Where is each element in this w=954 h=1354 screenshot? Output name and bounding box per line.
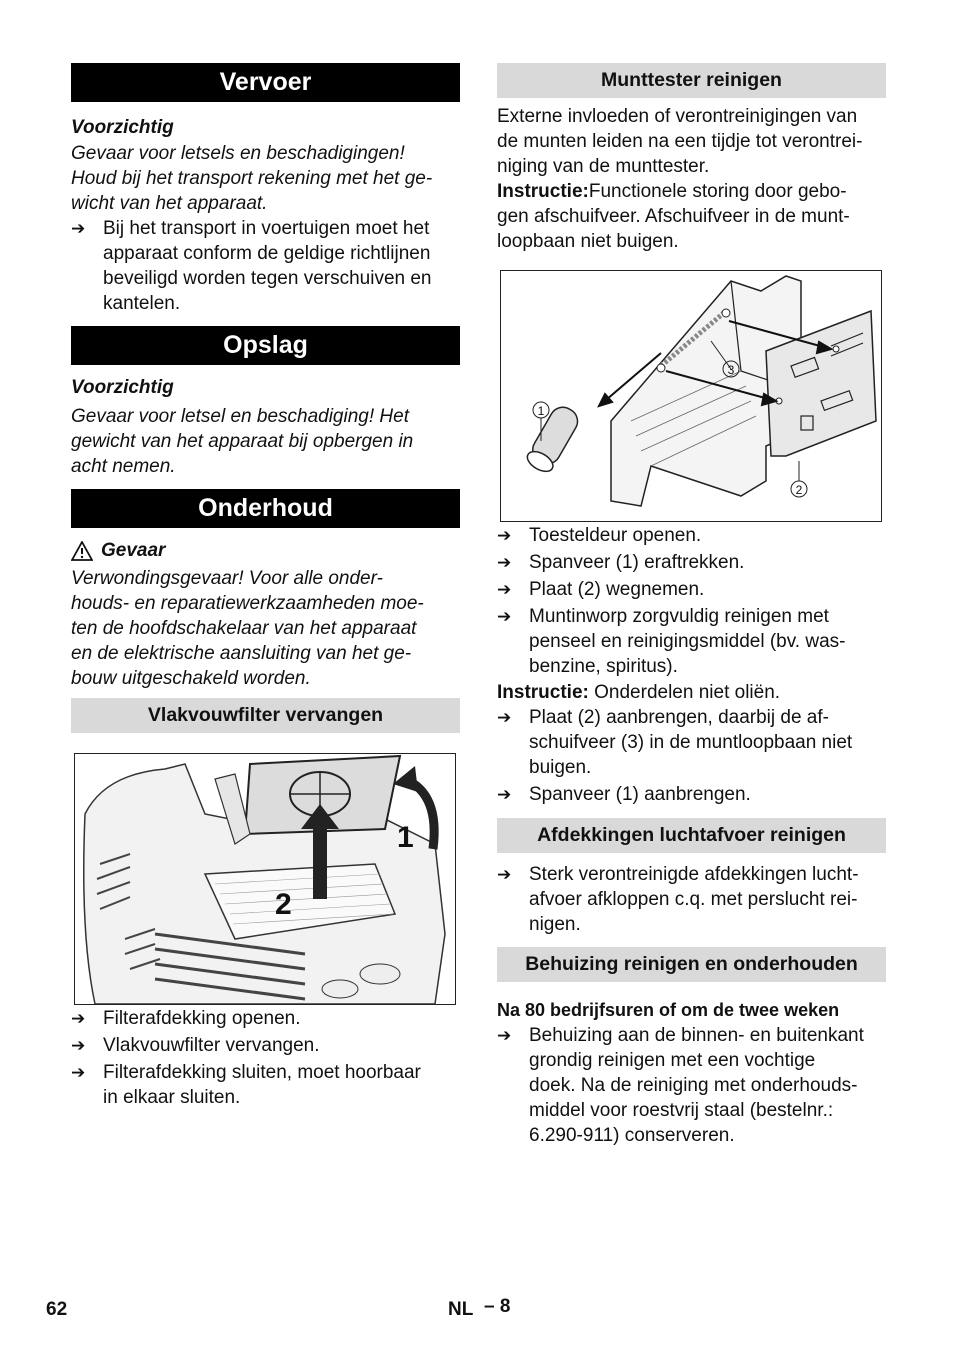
heading-vlakvouwfilter: Vlakvouwfilter vervangen [71, 698, 460, 733]
bullet-item [497, 862, 886, 937]
bullet-text: Plaat (2) wegnemen. [529, 579, 705, 600]
danger-title-row [71, 538, 460, 563]
arrow-right-icon: ➔ [497, 785, 512, 804]
text-line: niging van de munttester. [497, 156, 710, 177]
text-line: apparaat conform de geldige richtlijnen [103, 243, 431, 264]
warning-triangle-icon [71, 541, 93, 561]
left-column [71, 63, 460, 1110]
arrow-right-icon: ➔ [497, 553, 512, 572]
bullet-item [71, 1033, 460, 1058]
language-code: NL [448, 1299, 474, 1320]
instruction-paragraph [497, 179, 886, 204]
bullet-item [497, 523, 886, 548]
text-line: en de elektrische aansluiting van het ge- [71, 643, 412, 664]
text-line: Gevaar voor letsel en beschadiging! Het [71, 406, 409, 427]
text-line: Sterk verontreinigde afdekkingen lucht- [529, 864, 859, 885]
arrow-right-icon: ➔ [497, 526, 512, 545]
caution-title: Voorzichtig [71, 117, 174, 138]
text-line: loopbaan niet buigen. [497, 231, 679, 252]
right-column [497, 63, 886, 1148]
bullet-item [497, 604, 886, 679]
bullet-text: Filterafdekking openen. [103, 1008, 301, 1029]
bullet-item [497, 550, 886, 575]
bullet-item [71, 216, 460, 316]
text-line: Behuizing aan de binnen- en buitenkant [529, 1025, 864, 1046]
text-line: schuifveer (3) in de muntloopbaan niet [529, 732, 853, 753]
text-line: Externe invloeden of verontreinigingen van [497, 106, 858, 127]
arrow-right-icon: ➔ [497, 580, 512, 599]
text-line: middel voor roestvrij staal (bestelnr.: [529, 1100, 834, 1121]
bullet-item [497, 705, 886, 780]
heading-vervoer: Vervoer [71, 63, 460, 102]
instruction-text: Onderdelen niet oliën. [588, 682, 781, 703]
text-line: gewicht van het apparaat bij opbergen in [71, 431, 414, 452]
text-line: beveiligd worden tegen verschuiven en [103, 268, 432, 289]
text-line: wicht van het apparaat. [71, 193, 268, 214]
text-line: doek. Na de reiniging met onderhouds- [529, 1075, 858, 1096]
arrow-right-icon: ➔ [497, 1026, 512, 1045]
arrow-right-icon: ➔ [71, 1063, 86, 1082]
heading-munttester: Munttester reinigen [497, 63, 886, 98]
heading-behuizing: Behuizing reinigen en onderhouden [497, 947, 886, 982]
filter-replacement-figure [74, 753, 456, 1005]
callout-1: 1 [537, 404, 545, 418]
text-line: Gevaar voor letsels en beschadigingen! [71, 143, 405, 164]
caution-text [71, 404, 460, 479]
bullet-item [497, 1023, 886, 1148]
heading-onderhoud: Onderhoud [71, 489, 460, 528]
text-line: Verwondingsgevaar! Voor alle onder- [71, 568, 383, 589]
arrow-right-icon: ➔ [497, 708, 512, 727]
bullet-item [71, 1006, 460, 1031]
arrow-right-icon: ➔ [71, 1036, 86, 1055]
text-line: Functionele storing door gebo- [588, 181, 847, 202]
text-line: Bij het transport in voertuigen moet het [103, 218, 430, 239]
caution-text [71, 141, 460, 216]
text-line: grondig reinigen met een vochtige [529, 1050, 816, 1071]
callout-2: 2 [795, 483, 803, 497]
text-line: 6.290-911) conserveren. [529, 1125, 735, 1146]
bullet-text: Vlakvouwfilter vervangen. [103, 1035, 320, 1056]
text-line: acht nemen. [71, 456, 176, 477]
text-line: Filterafdekking sluiten, moet hoorbaar [103, 1062, 421, 1083]
text-line: in elkaar sluiten. [103, 1087, 241, 1108]
text-line: benzine, spiritus). [529, 656, 678, 677]
vacuum-illustration [75, 754, 455, 1004]
heading-luchtafvoer: Afdekkingen luchtafvoer reinigen [497, 818, 886, 853]
heading-opslag: Opslag [71, 326, 460, 365]
danger-text [71, 566, 460, 691]
caution-title: Voorzichtig [71, 377, 174, 398]
text-line: houds- en reparatiewerkzaamheden moe- [71, 593, 424, 614]
danger-title: Gevaar [101, 540, 166, 561]
instruction-label: Instructie: [497, 181, 589, 202]
figure-label-1: 1 [397, 821, 414, 854]
text-line: Muntinworp zorgvuldig reinigen met [529, 606, 829, 627]
text-line: kantelen. [103, 293, 181, 314]
text-line: afvoer afkloppen c.q. met perslucht rei- [529, 889, 858, 910]
subheading-interval: Na 80 bedrijfsuren of om de twee weken [497, 1000, 840, 1020]
arrow-right-icon: ➔ [71, 1009, 86, 1028]
text-line: de munten leiden na een tijdje tot verontrei- [497, 131, 863, 152]
figure-label-2: 2 [275, 888, 292, 921]
text-line: bouw uitgeschakeld worden. [71, 668, 311, 689]
bullet-item [497, 782, 886, 807]
coin-tester-illustration [501, 271, 881, 521]
bullet-item [71, 1060, 460, 1110]
text-line: Houd bij het transport rekening met het ge- [71, 168, 433, 189]
instruction2-paragraph [497, 680, 886, 705]
arrow-right-icon: ➔ [497, 607, 512, 626]
bullet-item [497, 577, 886, 602]
page-number: 62 [46, 1299, 68, 1320]
text-line: nigen. [529, 914, 581, 935]
text-line: buigen. [529, 757, 592, 778]
text-line: Plaat (2) aanbrengen, daarbij de af- [529, 707, 829, 728]
bullet-text: Spanveer (1) aanbrengen. [529, 784, 751, 805]
instruction-label: Instructie: [497, 682, 589, 703]
text-line: ten de hoofdschakelaar van het apparaat [71, 618, 417, 639]
text-line: penseel en reinigingsmiddel (bv. was- [529, 631, 846, 652]
coin-tester-figure [500, 270, 882, 522]
callout-3: 3 [727, 363, 735, 377]
bullet-text: Spanveer (1) eraftrekken. [529, 552, 745, 573]
text-line: gen afschuifveer. Afschuifveer in de munt- [497, 206, 850, 227]
arrow-right-icon: ➔ [497, 865, 512, 884]
bullet-text: Toesteldeur openen. [529, 525, 702, 546]
arrow-right-icon: ➔ [71, 219, 86, 238]
section-page-number: – 8 [484, 1296, 511, 1317]
